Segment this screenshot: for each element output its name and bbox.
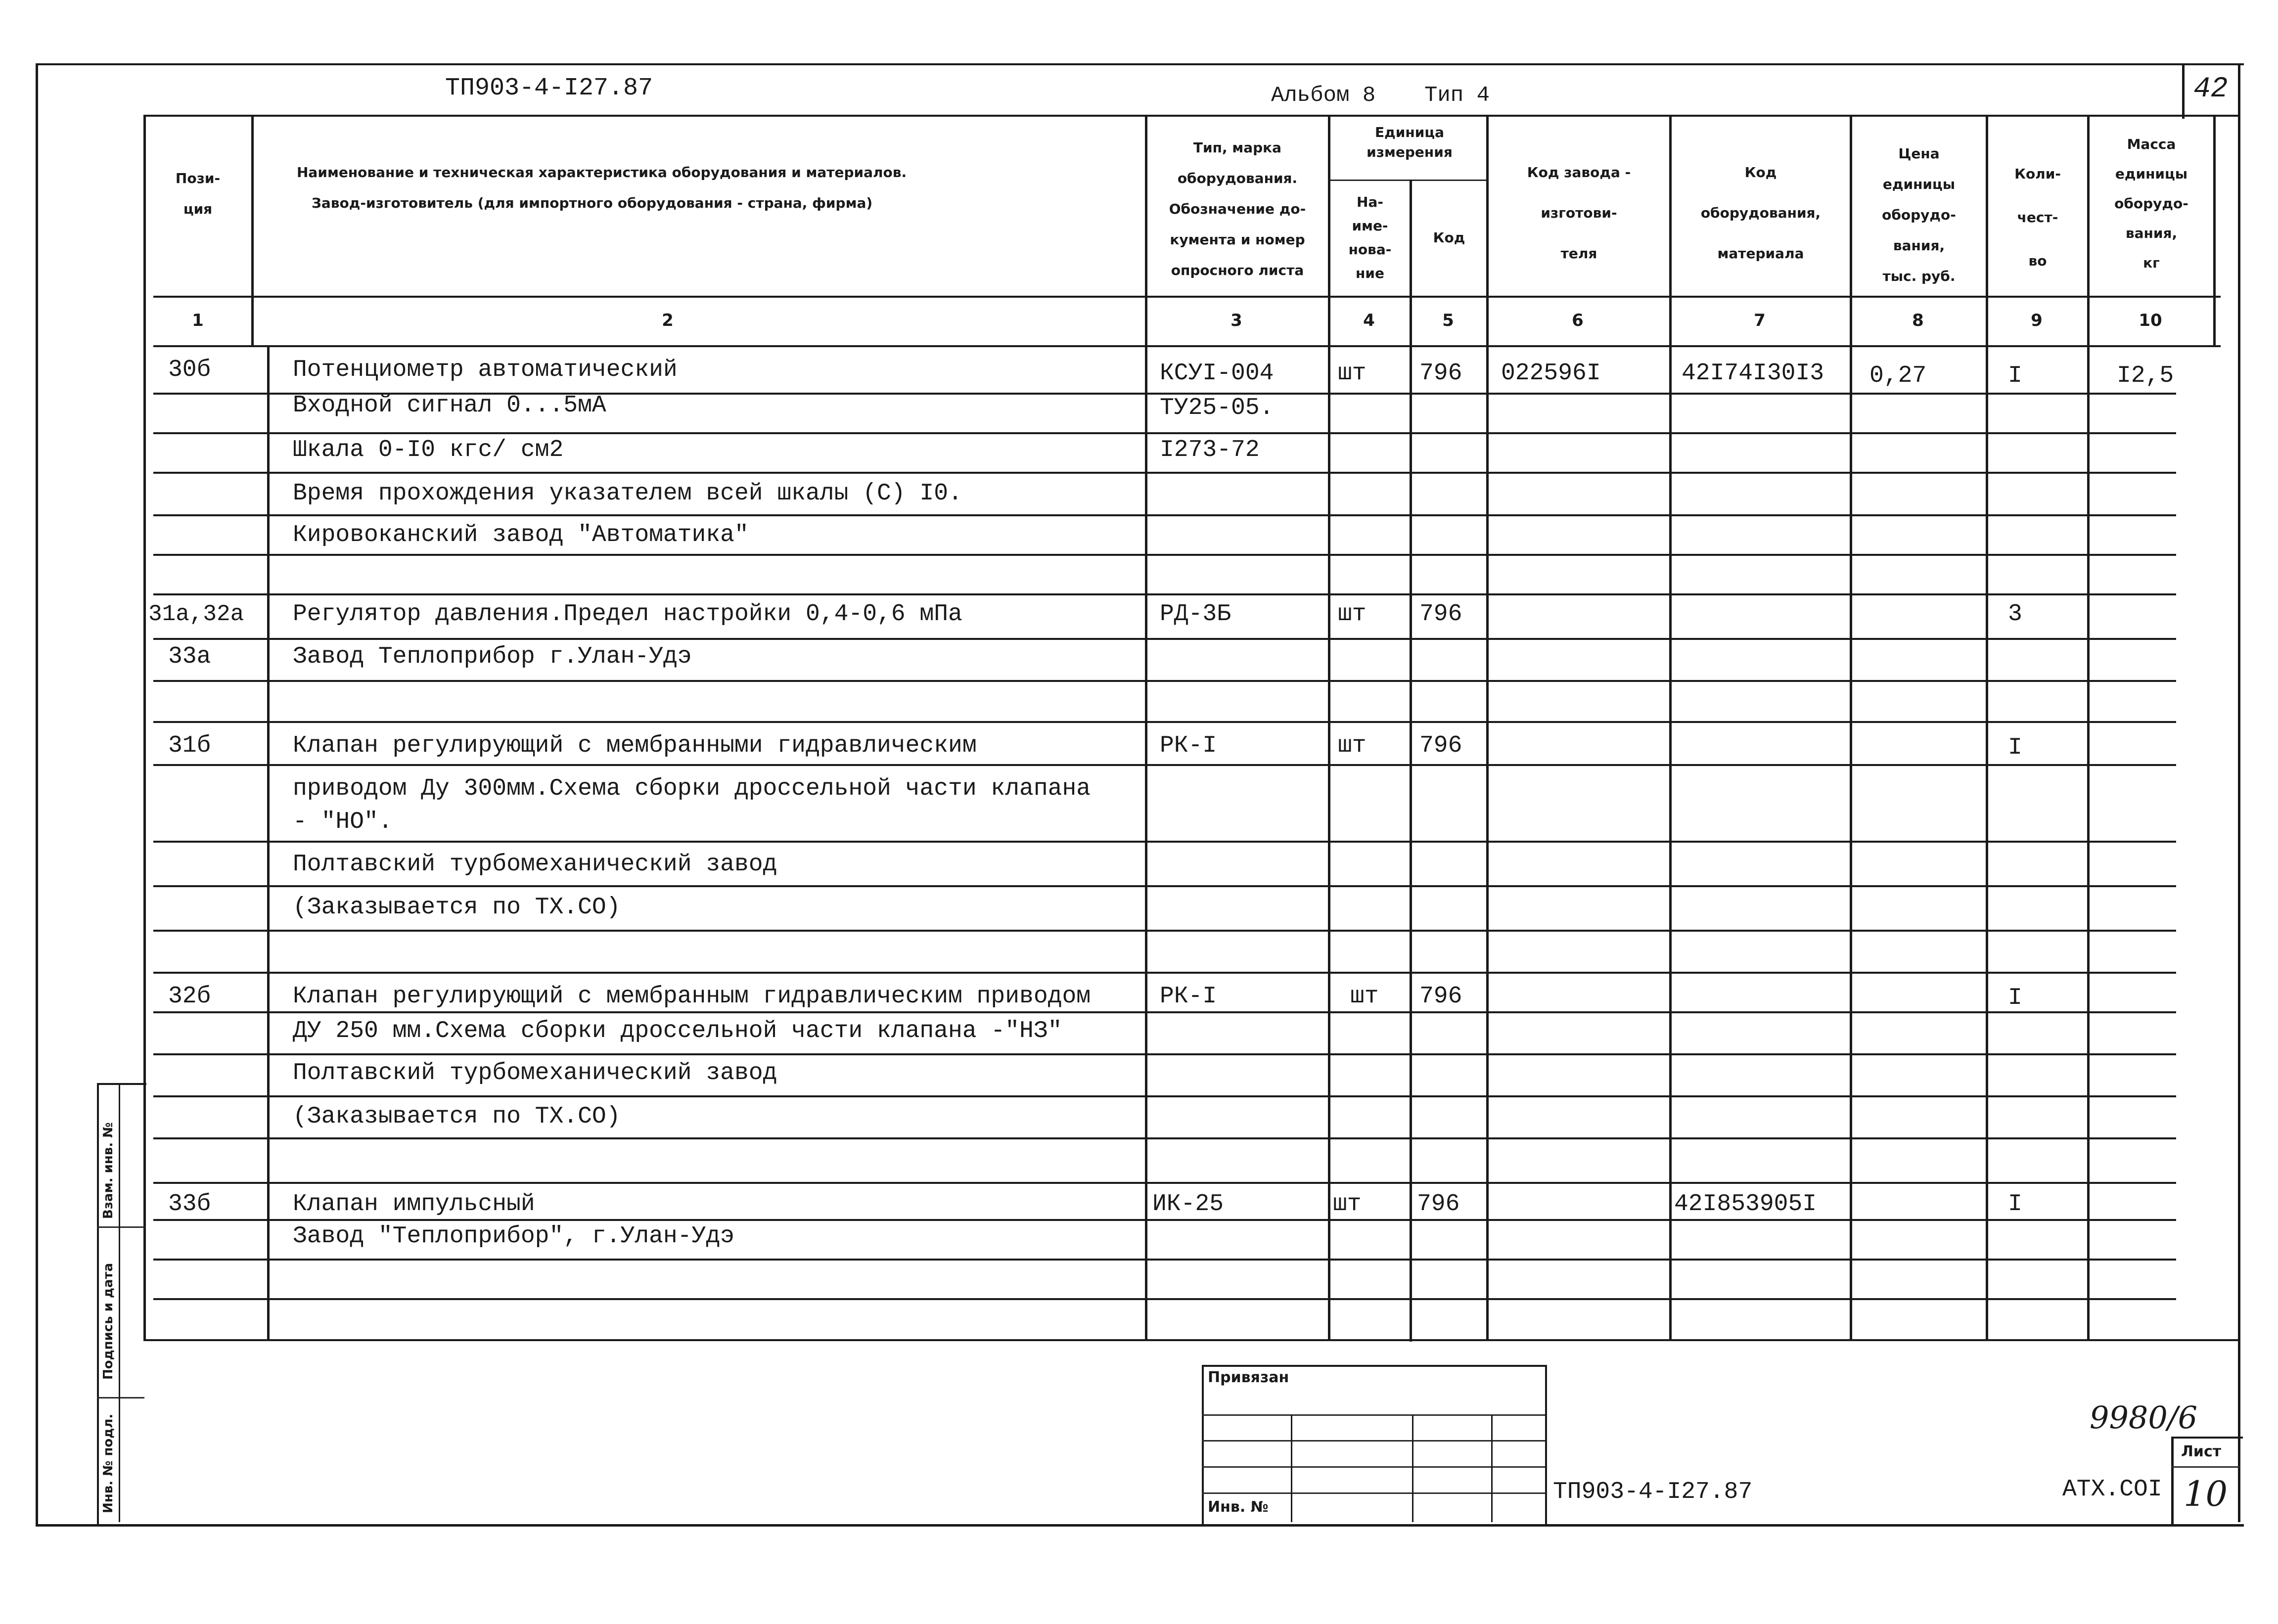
col-line-3 <box>1328 115 1330 1341</box>
row-line <box>153 638 2176 640</box>
row-line <box>153 432 2176 434</box>
cell-qty: I <box>2008 734 2022 761</box>
cell-name: Клапан регулирующий с мембранным гидравлическим приводом <box>293 983 1091 1010</box>
row-line <box>153 972 2176 974</box>
col-line-5 <box>1486 115 1489 1341</box>
row-line <box>153 885 2176 887</box>
footer-sheet-code: АТХ.СОI <box>2062 1476 2162 1503</box>
footer-doc-code: ТП903-4-I27.87 <box>1553 1479 1753 1505</box>
cell-type: ИК-25 <box>1152 1191 1224 1218</box>
cell-qty: 3 <box>2008 601 2022 628</box>
row-line <box>153 841 2176 843</box>
cell-mass: I2,5 <box>2117 362 2174 389</box>
cell-name: Завод Теплоприбор г.Улан-Удэ <box>293 643 692 670</box>
cell-type: ТУ25-05. <box>1160 395 1274 421</box>
corner-divider <box>2182 63 2185 119</box>
cell-name: ДУ 250 мм.Схема сборки дроссельной части клапана -"НЗ" <box>293 1018 1062 1044</box>
cell-unit: шт <box>1338 732 1367 759</box>
stamp-inv-no: Инв. № <box>1208 1498 1269 1516</box>
cell-type: I273-72 <box>1160 437 1260 463</box>
col-number-2: 2 <box>662 311 674 330</box>
col-line-1 <box>251 115 254 347</box>
cell-price: 0,27 <box>1869 362 1927 389</box>
row-line <box>153 1137 2176 1139</box>
cell-type: РК-I <box>1160 732 1217 759</box>
cell-name: Время прохождения указателем всей шкалы (С) I0. <box>293 480 962 507</box>
cell-name: Клапан импульсный <box>293 1191 535 1218</box>
stamp-line <box>1202 1440 1545 1442</box>
row-line <box>153 680 2176 682</box>
col-line-4 <box>1410 180 1412 1342</box>
table-top-border <box>143 115 2240 117</box>
col-header-mfr: Код завода - изготови- теля <box>1527 164 1631 262</box>
col-number-10: 10 <box>2139 311 2162 330</box>
cell-code: 796 <box>1417 1191 1460 1218</box>
side-vzam-inv: Взам. инв. № <box>101 1122 116 1219</box>
cell-name: Клапан регулирующий с мембранными гидравлическим <box>293 732 977 759</box>
cell-type: КСУI-004 <box>1160 360 1274 387</box>
handwritten-number: 9980/6 <box>2090 1399 2198 1436</box>
cell-code: 796 <box>1419 360 1462 387</box>
row-line <box>153 593 2176 595</box>
row-line <box>153 930 2176 932</box>
cell-type: РК-I <box>1160 983 1217 1010</box>
stamp-line <box>1202 1492 1545 1494</box>
cell-code: 796 <box>1419 732 1462 759</box>
stamp-col <box>1491 1415 1493 1522</box>
cell-name: приводом Ду 300мм.Схема сборки дроссельной части клапана <box>293 775 1091 802</box>
header-bottom-border <box>153 296 2221 298</box>
cell-qty: I <box>2008 985 2022 1011</box>
cell-position: 32б <box>168 983 211 1010</box>
row-line <box>153 764 2176 766</box>
cell-qty: I <box>2008 1191 2022 1218</box>
row-line <box>153 721 2176 723</box>
side-podpis-data: Подпись и дата <box>101 1263 116 1380</box>
sheet-number: 10 <box>2184 1474 2228 1514</box>
cell-equip-code: 42I74I30I3 <box>1682 360 1824 387</box>
row-line <box>153 1259 2176 1261</box>
col-number-4: 4 <box>1363 311 1375 330</box>
cell-type: РД-3Б <box>1160 601 1231 628</box>
cell-position: 31б <box>168 732 211 759</box>
side-stamp-inner <box>119 1083 120 1522</box>
cell-code: 796 <box>1419 983 1462 1010</box>
col-number-6: 6 <box>1572 311 1584 330</box>
col-line-2 <box>1145 115 1147 1341</box>
col-header-type: Тип, марка оборудования. Обозначение до- кумента и номер опросного листа <box>1169 139 1306 278</box>
cell-mfr-code: 022596I <box>1501 360 1601 387</box>
col-line-7 <box>1850 115 1852 1341</box>
side-inv-podl: Инв. № подл. <box>101 1413 116 1513</box>
side-stamp-line <box>97 1226 144 1228</box>
cell-unit: шт <box>1338 601 1367 628</box>
cell-name: Полтавский турбомеханический завод <box>293 851 777 878</box>
stamp-line <box>1202 1466 1545 1468</box>
col-number-7: 7 <box>1754 311 1766 330</box>
row-line <box>153 514 2176 516</box>
stamp-line <box>1202 1414 1545 1416</box>
stamp-col <box>1412 1415 1413 1522</box>
row-line <box>153 1182 2176 1184</box>
col-number-9: 9 <box>2031 311 2043 330</box>
cell-name: Завод "Теплоприбор", г.Улан-Удэ <box>293 1223 734 1250</box>
cell-name: Кировоканский завод "Автоматика" <box>293 522 749 548</box>
col-number-3: 3 <box>1230 311 1242 330</box>
cell-name: Потенциометр автоматический <box>293 357 678 383</box>
col-line-8 <box>1986 115 1988 1341</box>
col-header-unit-name: На- име- нова- ние <box>1348 194 1392 281</box>
cell-equip-code: 42I853905I <box>1674 1191 1817 1218</box>
cell-position: 30б <box>168 357 211 383</box>
row-line <box>153 1219 2176 1221</box>
sheet-number-divider <box>2171 1466 2240 1468</box>
col-line-9 <box>2087 115 2090 1341</box>
cell-name: (Заказывается по ТХ.СО) <box>293 894 621 921</box>
col-number-8: 8 <box>1912 311 1924 330</box>
cell-position: 33а <box>168 643 211 670</box>
sheet-label: Лист <box>2181 1443 2222 1460</box>
cell-unit: шт <box>1350 983 1379 1010</box>
cell-name: Регулятор давления.Предел настройки 0,4-0,6 мПа <box>293 601 962 628</box>
unit-subheader-divider <box>1328 180 1486 181</box>
stamp-col <box>1291 1415 1292 1522</box>
cell-name: - "НО". <box>293 809 393 835</box>
col-header-unit: Единица измерения <box>1367 124 1453 160</box>
page-corner-number: 42 <box>2193 73 2228 105</box>
header-album: Альбом 8 <box>1271 83 1376 108</box>
row-line <box>153 1011 2176 1013</box>
cell-name: Полтавский турбомеханический завод <box>293 1060 777 1086</box>
cell-name: (Заказывается по ТХ.СО) <box>293 1103 621 1130</box>
numbers-bottom-border <box>153 345 2221 347</box>
col-line-1b <box>267 346 270 1341</box>
col-line-10 <box>2213 115 2216 347</box>
cell-name: Входной сигнал 0...5мА <box>293 392 606 419</box>
side-stamp-line <box>97 1397 144 1398</box>
stamp-privyazan: Привязан <box>1208 1369 1289 1386</box>
cell-code: 796 <box>1419 601 1462 628</box>
row-line <box>153 554 2176 556</box>
frame-right-edge <box>2238 63 2240 1522</box>
row-line <box>153 472 2176 474</box>
col-number-5: 5 <box>1442 311 1454 330</box>
table-body-bottom <box>143 1339 2240 1341</box>
col-line-6 <box>1669 115 1672 1341</box>
row-line <box>153 1053 2176 1055</box>
col-header-unit-code: Код <box>1433 229 1465 246</box>
col-number-1: 1 <box>192 311 204 330</box>
cell-name: Шкала 0-I0 кгс/ см2 <box>293 437 564 463</box>
col-header-mass: Масса единицы оборудо- вания, кг <box>2114 136 2188 271</box>
col-header-equip: Код оборудования, материала <box>1700 164 1821 262</box>
header-doc-code: ТП903-4-I27.87 <box>445 74 653 102</box>
cell-position: 33б <box>168 1191 211 1218</box>
col-header-name: Наименование и техническая характеристика оборудования и материалов. Завод-изготовитель (для импортного оборудования - страна, фирма) <box>297 164 907 211</box>
cell-unit: шт <box>1338 360 1367 387</box>
cell-qty: I <box>2008 362 2022 389</box>
row-line <box>153 1298 2176 1300</box>
row-line <box>153 1095 2176 1097</box>
col-header-price: Цена единицы оборудо- вания, тыс. руб. <box>1882 145 1956 284</box>
col-header-pos: Пози- ция <box>175 170 221 217</box>
header-type: Тип 4 <box>1424 83 1490 108</box>
cell-unit: шт <box>1333 1191 1362 1218</box>
cell-position: 31а,32а <box>148 601 244 627</box>
col-header-qty: Коли- чест- во <box>2014 166 2061 269</box>
